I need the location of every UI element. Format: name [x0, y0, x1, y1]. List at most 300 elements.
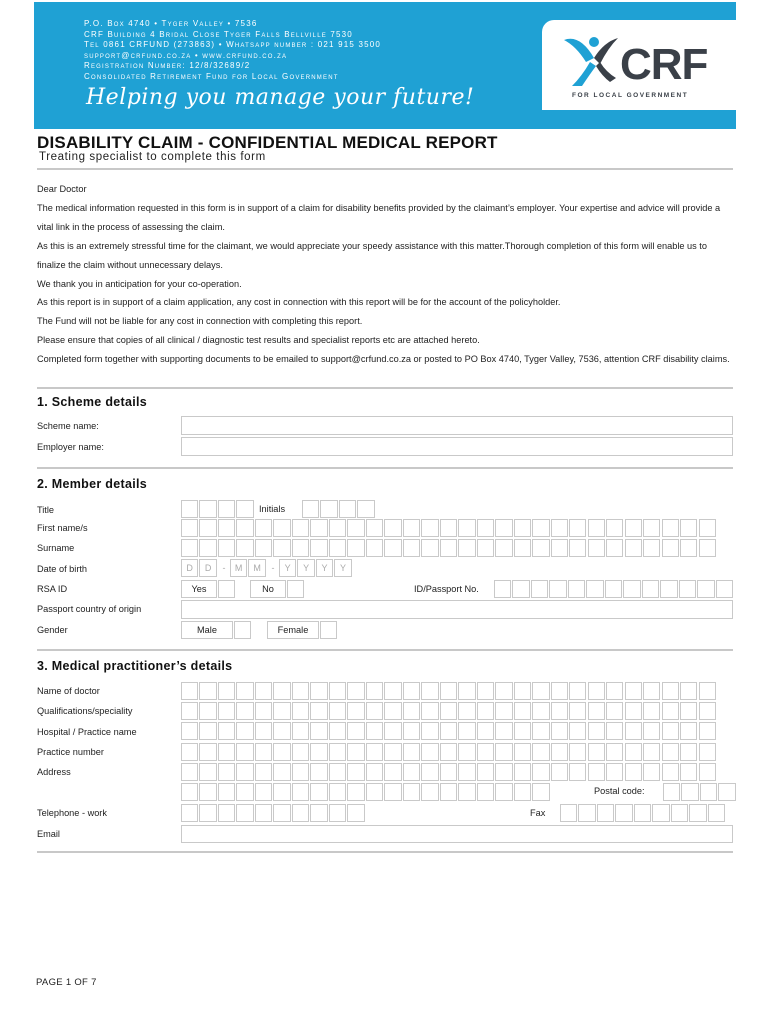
- char-box[interactable]: [699, 722, 716, 740]
- char-box[interactable]: [477, 783, 494, 801]
- postal-code-label: Postal code:: [594, 786, 645, 796]
- char-box[interactable]: [199, 519, 216, 537]
- char-box[interactable]: [514, 763, 531, 781]
- char-box[interactable]: [569, 539, 586, 557]
- char-box[interactable]: [680, 519, 697, 537]
- char-box[interactable]: [273, 682, 290, 700]
- address-boxes-line2[interactable]: [181, 783, 551, 801]
- char-box[interactable]: [255, 702, 272, 720]
- char-box[interactable]: [514, 722, 531, 740]
- char-box[interactable]: [699, 763, 716, 781]
- char-box[interactable]: [495, 539, 512, 557]
- char-box[interactable]: [255, 743, 272, 761]
- char-box[interactable]: [440, 519, 457, 537]
- char-box[interactable]: [699, 702, 716, 720]
- char-box[interactable]: [440, 702, 457, 720]
- char-box[interactable]: [569, 702, 586, 720]
- char-box[interactable]: [477, 539, 494, 557]
- char-box[interactable]: [597, 804, 614, 822]
- address-line: Registration Number: 12/8/32689/2: [84, 61, 251, 71]
- char-box[interactable]: [403, 702, 420, 720]
- title-boxes[interactable]: [181, 500, 255, 518]
- char-box[interactable]: [292, 539, 309, 557]
- char-box[interactable]: [643, 702, 660, 720]
- char-box[interactable]: [532, 783, 549, 801]
- char-box[interactable]: [458, 722, 475, 740]
- char-box[interactable]: [458, 702, 475, 720]
- char-box[interactable]: [181, 519, 198, 537]
- char-box[interactable]: [384, 539, 401, 557]
- char-box[interactable]: [292, 702, 309, 720]
- char-box[interactable]: [218, 539, 235, 557]
- dob-label: Date of birth: [37, 564, 88, 574]
- char-box[interactable]: [347, 763, 364, 781]
- char-box[interactable]: [255, 539, 272, 557]
- address-line: Consolidated Retirement Fund for Local Government: [84, 71, 339, 81]
- divider: [37, 168, 733, 170]
- char-box[interactable]: [440, 743, 457, 761]
- char-box[interactable]: [218, 743, 235, 761]
- char-box[interactable]: [549, 580, 566, 598]
- char-box[interactable]: [199, 539, 216, 557]
- char-box[interactable]: [273, 539, 290, 557]
- char-box[interactable]: [662, 743, 679, 761]
- char-box[interactable]: [366, 763, 383, 781]
- char-box[interactable]: [680, 743, 697, 761]
- char-box[interactable]: [606, 539, 623, 557]
- char-box[interactable]: [255, 783, 272, 801]
- char-box[interactable]: [181, 804, 198, 822]
- char-box[interactable]: [199, 702, 216, 720]
- fax-label: Fax: [530, 808, 546, 818]
- char-box[interactable]: [532, 743, 549, 761]
- char-box[interactable]: [403, 743, 420, 761]
- char-box[interactable]: [421, 519, 438, 537]
- char-box[interactable]: [699, 519, 716, 537]
- char-box[interactable]: [236, 519, 253, 537]
- char-box[interactable]: [615, 804, 632, 822]
- char-box[interactable]: [634, 804, 651, 822]
- char-box[interactable]: [329, 763, 346, 781]
- char-box[interactable]: [181, 682, 198, 700]
- char-box[interactable]: [495, 702, 512, 720]
- char-box[interactable]: [236, 722, 253, 740]
- char-box[interactable]: [588, 763, 605, 781]
- char-box[interactable]: [273, 702, 290, 720]
- char-box[interactable]: [699, 539, 716, 557]
- char-box[interactable]: [588, 702, 605, 720]
- char-box[interactable]: [623, 580, 640, 598]
- passport-country-field[interactable]: [181, 600, 733, 619]
- char-box[interactable]: [366, 519, 383, 537]
- char-box[interactable]: [716, 580, 733, 598]
- char-box[interactable]: [699, 682, 716, 700]
- char-box[interactable]: [421, 763, 438, 781]
- char-box[interactable]: [218, 763, 235, 781]
- char-box[interactable]: [218, 783, 235, 801]
- char-box[interactable]: [679, 580, 696, 598]
- char-box[interactable]: [421, 783, 438, 801]
- char-box[interactable]: [569, 682, 586, 700]
- char-box[interactable]: [495, 519, 512, 537]
- qualifications-boxes[interactable]: [181, 702, 717, 720]
- char-box[interactable]: [199, 682, 216, 700]
- char-box[interactable]: [366, 743, 383, 761]
- section-title-practitioner: 3. Medical practitioner’s details: [37, 659, 233, 673]
- char-box[interactable]: [680, 682, 697, 700]
- char-box[interactable]: [551, 519, 568, 537]
- char-box[interactable]: [421, 539, 438, 557]
- char-box[interactable]: [292, 804, 309, 822]
- char-box[interactable]: [606, 743, 623, 761]
- char-box[interactable]: [662, 539, 679, 557]
- char-box[interactable]: [689, 804, 706, 822]
- char-box[interactable]: [680, 763, 697, 781]
- document-title: DISABILITY CLAIM - CONFIDENTIAL MEDICAL REPORT: [37, 133, 498, 152]
- char-box[interactable]: [643, 763, 660, 781]
- char-box[interactable]: [606, 519, 623, 537]
- no-checkbox[interactable]: [287, 580, 304, 598]
- char-box[interactable]: [642, 580, 659, 598]
- char-box[interactable]: [403, 539, 420, 557]
- char-box[interactable]: [625, 743, 642, 761]
- char-box[interactable]: [532, 702, 549, 720]
- char-box[interactable]: [605, 580, 622, 598]
- char-box[interactable]: [660, 580, 677, 598]
- char-box[interactable]: [440, 682, 457, 700]
- char-box[interactable]: [181, 722, 198, 740]
- char-box[interactable]: [440, 722, 457, 740]
- char-box[interactable]: [218, 702, 235, 720]
- scheme-name-field[interactable]: [181, 416, 733, 435]
- page-number: PAGE 1 OF 7: [36, 977, 97, 988]
- char-box[interactable]: [551, 743, 568, 761]
- initials-boxes[interactable]: [302, 500, 376, 518]
- char-box[interactable]: [495, 682, 512, 700]
- char-box[interactable]: [440, 763, 457, 781]
- tagline: Helping you manage your future!: [86, 85, 475, 110]
- char-box[interactable]: [236, 783, 253, 801]
- char-box[interactable]: [440, 783, 457, 801]
- intro-paragraph: As this is an extremely stressful time for the claimant, we would appreciate your speedy assistance with this matter.Thorough completion of this form will enable us to finalize the claim without unnecessary delays.: [37, 240, 707, 270]
- char-box[interactable]: [236, 539, 253, 557]
- char-box[interactable]: [310, 743, 327, 761]
- char-box[interactable]: [218, 722, 235, 740]
- char-box[interactable]: [255, 682, 272, 700]
- char-box[interactable]: [384, 722, 401, 740]
- char-box[interactable]: [606, 702, 623, 720]
- char-box[interactable]: [236, 763, 253, 781]
- char-box[interactable]: [532, 519, 549, 537]
- char-box[interactable]: [495, 783, 512, 801]
- char-box[interactable]: [625, 722, 642, 740]
- char-box[interactable]: [347, 743, 364, 761]
- char-box[interactable]: [643, 682, 660, 700]
- char-box[interactable]: [273, 804, 290, 822]
- char-box[interactable]: [181, 783, 198, 801]
- char-box[interactable]: [199, 804, 216, 822]
- char-box[interactable]: [366, 783, 383, 801]
- char-box[interactable]: [310, 763, 327, 781]
- char-box[interactable]: [329, 743, 346, 761]
- intro-paragraph: Please ensure that copies of all clinical / diagnostic test results and specialist reports etc are attached hereto.: [37, 335, 480, 346]
- char-box[interactable]: [292, 743, 309, 761]
- id-passport-boxes[interactable]: [494, 580, 734, 598]
- char-box[interactable]: [199, 783, 216, 801]
- char-box[interactable]: [292, 519, 309, 537]
- char-box[interactable]: [458, 783, 475, 801]
- char-box[interactable]: [588, 682, 605, 700]
- char-box[interactable]: [384, 763, 401, 781]
- char-box[interactable]: [606, 763, 623, 781]
- char-box[interactable]: [586, 580, 603, 598]
- char-box[interactable]: [273, 743, 290, 761]
- char-box[interactable]: [551, 763, 568, 781]
- char-box[interactable]: [532, 682, 549, 700]
- char-box[interactable]: [477, 743, 494, 761]
- char-box[interactable]: [588, 519, 605, 537]
- char-box[interactable]: [255, 722, 272, 740]
- title-label: Title: [37, 505, 55, 515]
- char-box[interactable]: [494, 580, 511, 598]
- char-box[interactable]: [181, 743, 198, 761]
- char-box[interactable]: [588, 539, 605, 557]
- address-boxes[interactable]: [181, 763, 717, 781]
- char-box[interactable]: [199, 722, 216, 740]
- char-box[interactable]: [329, 702, 346, 720]
- char-box[interactable]: [329, 783, 346, 801]
- char-box[interactable]: [273, 722, 290, 740]
- first-names-boxes[interactable]: [181, 519, 717, 537]
- char-box[interactable]: [310, 804, 327, 822]
- char-box[interactable]: [588, 743, 605, 761]
- char-box[interactable]: [347, 722, 364, 740]
- char-box[interactable]: [458, 519, 475, 537]
- char-box[interactable]: [403, 783, 420, 801]
- char-box[interactable]: [569, 519, 586, 537]
- char-box[interactable]: [347, 519, 364, 537]
- char-box[interactable]: [588, 722, 605, 740]
- char-box[interactable]: [273, 783, 290, 801]
- char-box[interactable]: [403, 519, 420, 537]
- no-option: No: [250, 580, 286, 598]
- char-box[interactable]: [384, 682, 401, 700]
- char-box[interactable]: [625, 519, 642, 537]
- char-box[interactable]: [292, 682, 309, 700]
- char-box[interactable]: [625, 539, 642, 557]
- email-field[interactable]: [181, 825, 733, 843]
- char-box[interactable]: [495, 763, 512, 781]
- char-box[interactable]: [699, 743, 716, 761]
- char-box[interactable]: [458, 539, 475, 557]
- yes-option: Yes: [181, 580, 217, 598]
- char-box[interactable]: [531, 580, 548, 598]
- char-box[interactable]: [273, 519, 290, 537]
- hospital-boxes[interactable]: [181, 722, 717, 740]
- char-box[interactable]: [662, 763, 679, 781]
- rsa-id-label: RSA ID: [37, 584, 68, 594]
- char-box[interactable]: [708, 804, 725, 822]
- char-box[interactable]: [680, 539, 697, 557]
- char-box[interactable]: [643, 722, 660, 740]
- surname-boxes[interactable]: [181, 539, 717, 557]
- char-box[interactable]: [643, 519, 660, 537]
- char-box[interactable]: [181, 763, 198, 781]
- char-box[interactable]: [680, 702, 697, 720]
- char-box[interactable]: [458, 743, 475, 761]
- char-box[interactable]: [514, 783, 531, 801]
- char-box[interactable]: [578, 804, 595, 822]
- char-box[interactable]: [671, 804, 688, 822]
- char-box[interactable]: [625, 702, 642, 720]
- char-box[interactable]: [310, 519, 327, 537]
- char-box[interactable]: [292, 783, 309, 801]
- char-box[interactable]: [292, 722, 309, 740]
- char-box[interactable]: [329, 722, 346, 740]
- char-box[interactable]: [236, 702, 253, 720]
- char-box[interactable]: [421, 722, 438, 740]
- char-box[interactable]: [495, 743, 512, 761]
- char-box[interactable]: [403, 722, 420, 740]
- char-box[interactable]: [458, 763, 475, 781]
- char-box[interactable]: [218, 682, 235, 700]
- char-box[interactable]: [551, 702, 568, 720]
- char-box[interactable]: [606, 682, 623, 700]
- char-box[interactable]: [347, 783, 364, 801]
- char-box[interactable]: [329, 539, 346, 557]
- char-box[interactable]: [440, 539, 457, 557]
- char-box[interactable]: [255, 763, 272, 781]
- contact-address-block: [84, 19, 381, 83]
- male-checkbox[interactable]: [234, 621, 251, 639]
- char-box[interactable]: [662, 682, 679, 700]
- telephone-boxes[interactable]: [181, 804, 366, 822]
- doctor-name-boxes[interactable]: [181, 682, 717, 700]
- char-box[interactable]: [236, 804, 253, 822]
- char-box[interactable]: [366, 702, 383, 720]
- char-box[interactable]: [181, 702, 198, 720]
- char-box[interactable]: [662, 702, 679, 720]
- char-box[interactable]: [347, 539, 364, 557]
- char-box[interactable]: [560, 804, 577, 822]
- char-box[interactable]: [495, 722, 512, 740]
- char-box[interactable]: [643, 539, 660, 557]
- char-box[interactable]: [421, 682, 438, 700]
- char-box[interactable]: [273, 763, 290, 781]
- char-box[interactable]: [680, 722, 697, 740]
- char-box[interactable]: [310, 783, 327, 801]
- char-box[interactable]: [551, 682, 568, 700]
- char-box[interactable]: [199, 743, 216, 761]
- yes-checkbox[interactable]: [218, 580, 235, 598]
- female-checkbox[interactable]: [320, 621, 337, 639]
- char-box[interactable]: [477, 519, 494, 537]
- char-box[interactable]: [329, 804, 346, 822]
- char-box[interactable]: [569, 722, 586, 740]
- char-box[interactable]: [625, 763, 642, 781]
- char-box[interactable]: [477, 682, 494, 700]
- address-line: Tel 0861 CRFUND (273863) • Whatsapp number : 021 915 3500: [84, 40, 382, 50]
- char-box[interactable]: [532, 539, 549, 557]
- char-box[interactable]: [697, 580, 714, 598]
- char-box[interactable]: [347, 682, 364, 700]
- char-box[interactable]: [477, 702, 494, 720]
- char-box[interactable]: [662, 519, 679, 537]
- char-box[interactable]: [569, 743, 586, 761]
- char-box[interactable]: [532, 763, 549, 781]
- char-box[interactable]: [532, 722, 549, 740]
- char-box[interactable]: [384, 519, 401, 537]
- char-box[interactable]: [329, 682, 346, 700]
- char-box[interactable]: [310, 702, 327, 720]
- char-box[interactable]: [458, 682, 475, 700]
- qualifications-label: Qualifications/speciality: [37, 706, 133, 716]
- char-box[interactable]: [568, 580, 585, 598]
- char-box[interactable]: [255, 519, 272, 537]
- practice-number-boxes[interactable]: [181, 743, 717, 761]
- char-box[interactable]: [218, 804, 235, 822]
- char-box[interactable]: [514, 539, 531, 557]
- fax-boxes[interactable]: [560, 804, 726, 822]
- char-box[interactable]: [652, 804, 669, 822]
- char-box[interactable]: [421, 743, 438, 761]
- char-box[interactable]: [347, 702, 364, 720]
- char-box[interactable]: [329, 519, 346, 537]
- char-box[interactable]: [384, 702, 401, 720]
- char-box[interactable]: [551, 722, 568, 740]
- char-box[interactable]: [199, 763, 216, 781]
- char-box[interactable]: [384, 783, 401, 801]
- char-box[interactable]: [477, 722, 494, 740]
- char-box[interactable]: [236, 743, 253, 761]
- char-box[interactable]: [310, 722, 327, 740]
- char-box[interactable]: [514, 519, 531, 537]
- char-box[interactable]: [421, 702, 438, 720]
- char-box[interactable]: [255, 804, 272, 822]
- postal-code-boxes[interactable]: [663, 783, 737, 801]
- char-box[interactable]: [625, 682, 642, 700]
- char-box[interactable]: [662, 722, 679, 740]
- char-box[interactable]: [366, 539, 383, 557]
- char-box[interactable]: [514, 682, 531, 700]
- char-box[interactable]: [310, 682, 327, 700]
- header-banner: [34, 2, 736, 129]
- logo-subtext: FOR LOCAL GOVERNMENT: [572, 92, 689, 99]
- char-box[interactable]: [514, 743, 531, 761]
- employer-name-field[interactable]: [181, 437, 733, 456]
- char-box[interactable]: [347, 804, 364, 822]
- char-box[interactable]: [384, 743, 401, 761]
- char-box[interactable]: [477, 763, 494, 781]
- char-box[interactable]: [403, 763, 420, 781]
- char-box[interactable]: [366, 682, 383, 700]
- dob-boxes[interactable]: D D - M M - Y Y Y Y: [181, 559, 353, 577]
- char-box[interactable]: [514, 702, 531, 720]
- char-box[interactable]: [551, 539, 568, 557]
- char-box[interactable]: [292, 763, 309, 781]
- char-box[interactable]: [366, 722, 383, 740]
- char-box[interactable]: [606, 722, 623, 740]
- char-box[interactable]: [643, 743, 660, 761]
- char-box[interactable]: [310, 539, 327, 557]
- char-box[interactable]: [403, 682, 420, 700]
- char-box[interactable]: [181, 539, 198, 557]
- intro-paragraph: The medical information requested in this form is in support of a claim for disability benefits provided by the claimant’s employer. Your expertise and advice will provide a vital link in the process of assessing the claim.: [37, 202, 721, 232]
- char-box[interactable]: [236, 682, 253, 700]
- char-box[interactable]: [569, 763, 586, 781]
- char-box[interactable]: [512, 580, 529, 598]
- char-box[interactable]: [218, 519, 235, 537]
